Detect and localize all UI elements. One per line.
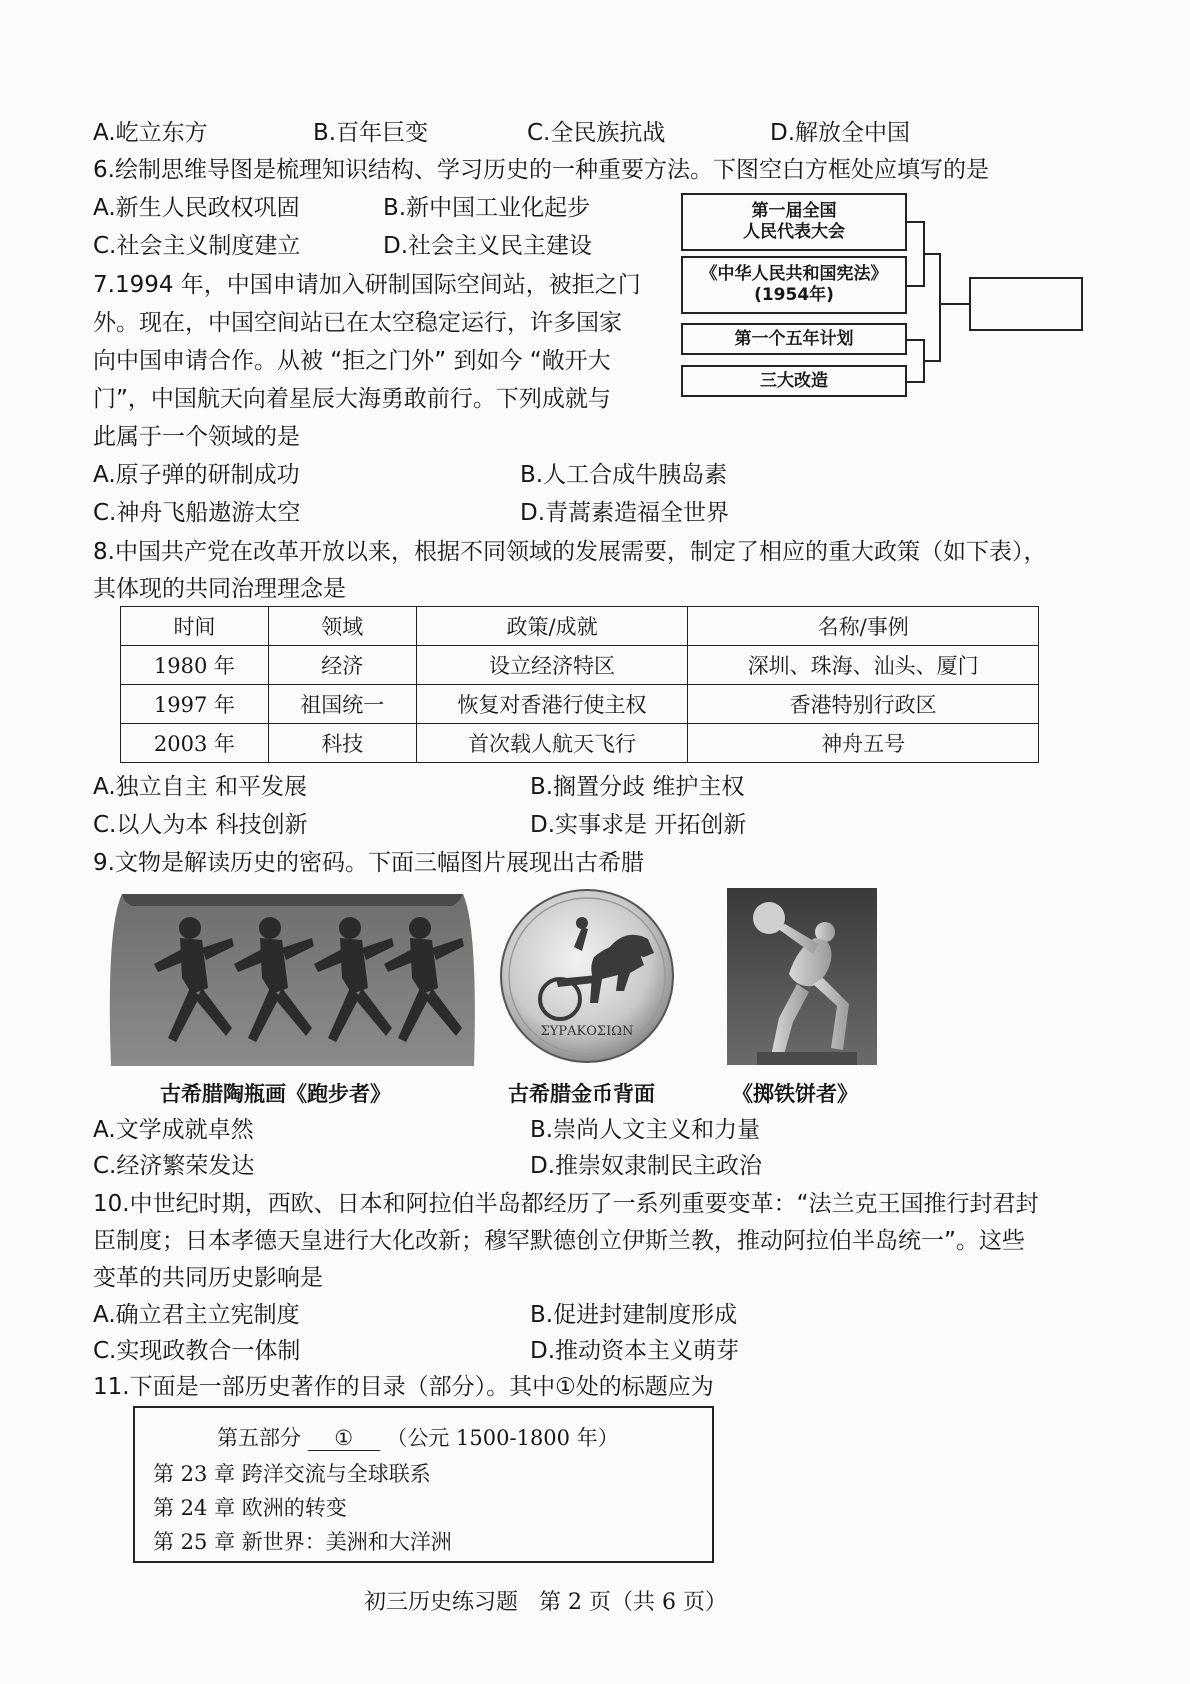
table-cell: 恢复对香港行使主权 xyxy=(416,685,688,724)
gold-coin-image xyxy=(498,887,676,1065)
gold-coin-caption: 古希腊金币背面 xyxy=(508,1082,655,1106)
q9-option-c: C.经济繁荣发达 xyxy=(93,1153,255,1179)
toc-blank: ① xyxy=(308,1426,380,1451)
toc-part-label: 第五部分 xyxy=(217,1426,301,1450)
q6-option-d: D.社会主义民主建设 xyxy=(383,233,593,259)
mindmap-box-constitution-line1: 《中华人民共和国宪法》 xyxy=(700,264,888,284)
mindmap-box-three-transformations xyxy=(681,365,907,397)
q9-option-a: A.文学成就卓然 xyxy=(93,1117,254,1143)
table-header-cell: 名称/事例 xyxy=(688,607,1039,646)
mindmap-connector xyxy=(907,339,924,341)
toc-period: （公元 1500-1800 年） xyxy=(386,1426,619,1450)
q7-option-c: C.神舟飞船遨游太空 xyxy=(93,500,301,526)
q8-option-a: A.独立自主 和平发展 xyxy=(93,774,307,800)
mindmap-connector xyxy=(907,381,924,383)
q11-stem: 11.下面是一部历史著作的目录（部分）。其中①处的标题应为 xyxy=(93,1374,714,1400)
table-cell: 香港特别行政区 xyxy=(688,685,1039,724)
table-cell: 祖国统一 xyxy=(268,685,416,724)
q7-option-d: D.青蒿素造福全世界 xyxy=(520,500,730,526)
q8-option-c: C.以人为本 科技创新 xyxy=(93,812,308,838)
q8-option-b: B.搁置分歧 维护主权 xyxy=(530,774,745,800)
mindmap-box-constitution-line2: (1954年) xyxy=(754,285,834,305)
toc-chapter: 第 24 章 欧洲的转变 xyxy=(153,1496,347,1520)
table-header-row xyxy=(121,607,1039,646)
table-header-cell: 领域 xyxy=(268,607,416,646)
toc-part-line xyxy=(217,1422,619,1452)
table-cell: 设立经济特区 xyxy=(416,646,688,685)
q10-option-b: B.促进封建制度形成 xyxy=(530,1302,738,1328)
mindmap-connector xyxy=(940,303,969,305)
q10-option-c: C.实现政教合一体制 xyxy=(93,1338,301,1364)
mindmap-connector xyxy=(907,285,924,287)
table-row xyxy=(121,724,1039,763)
coin-inscription: ΣΥΡΑΚΟΣΙΩΝ xyxy=(540,1024,634,1039)
q5-option-a: A.屹立东方 xyxy=(93,120,208,146)
mindmap-connector xyxy=(939,253,941,362)
mindmap-box-npc-line2: 人民代表大会 xyxy=(743,222,845,242)
q8-stem-line: 其体现的共同治理理念是 xyxy=(93,576,346,602)
q7-option-a: A.原子弹的研制成功 xyxy=(93,462,300,488)
table-cell: 深圳、珠海、汕头、厦门 xyxy=(688,646,1039,685)
q10-text-line: 10.中世纪时期，西欧、日本和阿拉伯半岛都经历了一系列重要变革：“法兰克王国推行封君封 xyxy=(93,1191,1039,1217)
q7-text-line: 7.1994 年，中国申请加入研制国际空间站，被拒之门 xyxy=(93,272,641,298)
table-cell: 1980 年 xyxy=(121,646,269,685)
q9-option-b: B.崇尚人文主义和力量 xyxy=(530,1117,761,1143)
q6-option-a: A.新生人民政权巩固 xyxy=(93,195,300,221)
q8-stem-line: 8.中国共产党在改革开放以来，根据不同领域的发展需要，制定了相应的重大政策（如下表）， xyxy=(93,539,1047,565)
q5-option-d: D.解放全中国 xyxy=(770,120,911,146)
table-cell: 科技 xyxy=(268,724,416,763)
table-cell: 经济 xyxy=(268,646,416,685)
toc-chapter: 第 23 章 跨洋交流与全球联系 xyxy=(153,1462,431,1486)
policy-table xyxy=(120,606,1039,763)
table-header-cell: 时间 xyxy=(121,607,269,646)
mindmap-connector xyxy=(924,360,940,362)
q7-text-line: 外。现在，中国空间站已在太空稳定运行，许多国家 xyxy=(93,310,622,336)
table-cell: 1997 年 xyxy=(121,685,269,724)
page-footer: 初三历史练习题 第 2 页（共 6 页） xyxy=(364,1590,727,1615)
mindmap-answer-blank xyxy=(969,277,1083,331)
table-cell: 2003 年 xyxy=(121,724,269,763)
table-of-contents-box xyxy=(133,1406,714,1563)
discobolus-caption: 《掷铁饼者》 xyxy=(732,1082,858,1106)
mindmap-box-npc-line1: 第一届全国 xyxy=(751,201,837,221)
mindmap-box-five-year-plan-label: 第一个五年计划 xyxy=(734,328,854,349)
mindmap-connector xyxy=(924,253,940,255)
mindmap-box-npc xyxy=(681,193,907,251)
q10-option-a: A.确立君主立宪制度 xyxy=(93,1302,300,1328)
q6-option-b: B.新中国工业化起步 xyxy=(383,195,591,221)
q6-option-c: C.社会主义制度建立 xyxy=(93,233,301,259)
mindmap-connector xyxy=(907,221,924,223)
table-row xyxy=(121,646,1039,685)
vase-painting-runners-image xyxy=(102,888,483,1066)
table-header-cell: 政策/成就 xyxy=(416,607,688,646)
q6-stem: 6.绘制思维导图是梳理知识结构、学习历史的一种重要方法。下图空白方框处应填写的是 xyxy=(93,157,989,183)
q10-text-line: 变革的共同历史影响是 xyxy=(93,1265,323,1291)
vase-painting-caption: 古希腊陶瓶画《跑步者》 xyxy=(160,1082,391,1106)
q10-text-line: 臣制度；日本孝德天皇进行大化改新；穆罕默德创立伊斯兰教，推动阿拉伯半岛统一”。这些 xyxy=(93,1228,1025,1254)
mindmap-box-five-year-plan xyxy=(681,323,907,355)
q9-option-d: D.推崇奴隶制民主政治 xyxy=(530,1153,763,1179)
toc-chapter: 第 25 章 新世界：美洲和大洋洲 xyxy=(153,1530,452,1554)
table-row xyxy=(121,685,1039,724)
q5-option-b: B.百年巨变 xyxy=(313,120,429,146)
mindmap-box-three-transformations-label: 三大改造 xyxy=(760,370,828,391)
q10-option-d: D.推动资本主义萌芽 xyxy=(530,1338,740,1364)
table-cell: 神舟五号 xyxy=(688,724,1039,763)
q7-text-line: 向中国申请合作。从被 “拒之门外” 到如今 “敞开大 xyxy=(93,348,611,374)
table-cell: 首次载人航天飞行 xyxy=(416,724,688,763)
discobolus-statue-image xyxy=(727,888,877,1065)
q7-text-line: 门”，中国航天向着星辰大海勇敢前行。下列成就与 xyxy=(93,386,611,412)
mindmap-box-constitution xyxy=(681,256,907,314)
q9-stem: 9.文物是解读历史的密码。下面三幅图片展现出古希腊 xyxy=(93,850,644,876)
q7-option-b: B.人工合成牛胰岛素 xyxy=(520,462,728,488)
q5-option-c: C.全民族抗战 xyxy=(527,120,666,146)
q7-text-line: 此属于一个领域的是 xyxy=(93,424,300,450)
q8-option-d: D.实事求是 开拓创新 xyxy=(530,812,747,838)
